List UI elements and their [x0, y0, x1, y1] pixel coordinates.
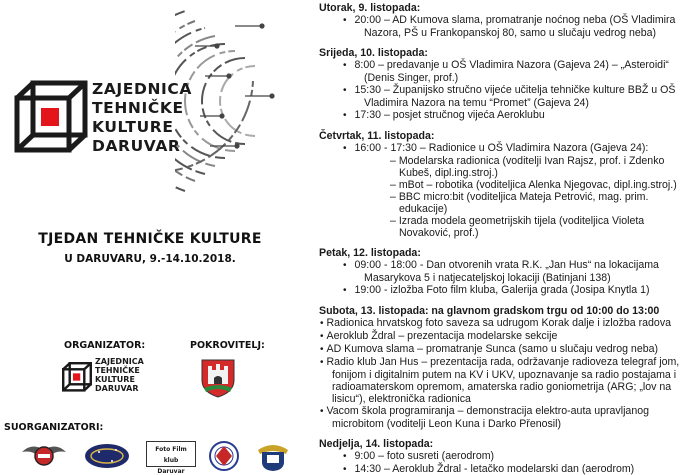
- org-title-line: TEHNIČKE: [92, 99, 184, 117]
- winged-club-logo-icon: [20, 440, 68, 470]
- sponsor-label: POKROVITELJ:: [190, 340, 265, 351]
- item-text: 19:00 - izložba Foto film kluba, Galerija grada (Josipa Knytla 1): [354, 284, 650, 296]
- organizer-label: ORGANIZATOR:: [64, 340, 146, 351]
- organizer-logo-line: DARUVAR: [95, 384, 139, 393]
- schedule-item: [319, 84, 697, 109]
- item-text: 17:30 – posjet stručnog vijeća Aeroklubu: [354, 109, 545, 121]
- organizer-logo-line: TEHNIČKE: [95, 366, 140, 375]
- organizer-cube-icon: [62, 362, 92, 392]
- workshop-subitem: – Modelarska radionica (voditelji Ivan Rajsz, prof. i Zdenko Kubeš, dipl.ing.stroj.): [390, 155, 665, 179]
- schedule-item: [319, 142, 697, 155]
- cube-logo-icon: [14, 80, 88, 154]
- kumova-slama-logo-icon: [84, 443, 130, 469]
- item-text: 09:00 - 18:00 - Dan otvorenih vrata R.K. „Jan Hus“ na lokacijama Masarykova 5 i natjecateljskoj lokaciji (Batinjani 138): [354, 259, 659, 284]
- schedule-day: [319, 2, 697, 39]
- day-heading: Nedjelja, 14. listopada:: [319, 438, 434, 450]
- schedule-day: [319, 438, 697, 475]
- schedule-day: [319, 130, 697, 239]
- organizer-logo-line: KULTURE: [95, 375, 135, 384]
- aeroclub-logo-icon: [256, 440, 290, 472]
- schedule-day: [319, 305, 697, 430]
- organizer-logo-text: [95, 357, 144, 393]
- schedule-item: [319, 59, 697, 84]
- item-text: 15:30 – Županijsko stručno vijeće učitelja tehničke kulture BBŽ u OŠ Vladimira Nazora na temu “Promet” (Gajeva 24): [354, 84, 676, 109]
- schedule-item: • AD Kumova slama – promatranje Sunca (samo u slučaju vedrog neba): [319, 343, 697, 356]
- event-dates: U DARUVARU, 9.-14.10.2018.: [64, 253, 236, 265]
- schedule-day: [319, 47, 697, 122]
- item-text: 20:00 – AD Kumova slama, promatranje noćnog neba (OŠ Vladimira Nazora, PŠ u Frankopanskoj 80, samo u slučaju vedrog neba): [354, 14, 676, 39]
- organization-title: [92, 80, 212, 156]
- org-title-line: ZAJEDNICA: [92, 80, 192, 98]
- item-text: 8:00 – predavanje u OŠ Vladimira Nazora (Gajeva 24) – „Asteroidi“ (Denis Singer, prof.): [354, 59, 669, 84]
- schedule-item: • Aeroklub Ždral – prezentacija modelarske sekcije: [319, 330, 697, 343]
- event-title: TJEDAN TEHNIČKE KULTURE: [38, 231, 262, 247]
- schedule-item: • Vacom škola programiranja – demonstracija elektro-auta upravljanog microbitom (voditelji Leon Kuna i Darko Přenosil): [319, 405, 697, 430]
- item-text: 14:30 – Aeroklub Ždral - letačko modelarski dan (aerodrom): [354, 463, 635, 475]
- org-title-line: DARUVAR: [92, 137, 181, 155]
- radio-club-logo-icon: [208, 440, 240, 472]
- schedule-item: [319, 109, 697, 122]
- item-text: 9:00 – foto susreti (aerodrom): [354, 450, 495, 462]
- schedule-day: [319, 247, 697, 297]
- foto-film-klub-logo: [146, 441, 196, 475]
- day-heading: Petak, 12. listopada:: [319, 247, 421, 259]
- day-heading: Utorak, 9. listopada:: [319, 2, 421, 14]
- workshop-subitem: – BBC micro:bit (voditeljica Mateja Petrović, mag. prim. edukacije): [390, 191, 649, 215]
- co-organizers-label: SUORGANIZATORI:: [4, 422, 104, 433]
- organizer-logo-line: ZAJEDNICA: [95, 357, 144, 366]
- org-title-line: KULTURE: [92, 118, 174, 136]
- item-text: 16:00 - 17:30 – Radionice u OŠ Vladimira Nazora (Gajeva 24):: [354, 142, 649, 154]
- schedule-panel: [319, 2, 697, 475]
- coat-of-arms-icon: [200, 358, 236, 398]
- film-club-line: Foto Film klub: [155, 446, 187, 464]
- schedule-item: • Radio klub Jan Hus – prezentacija rada, održavanje radioveza telegraf jom, fonijom i digitalnim putem na KV i UKV, upoznavanje sa radio postajama i radioamaterskom opremom, amaterska radio goniometrija (ARG; „lov na lisicu“), elektronička radionica: [319, 356, 697, 405]
- schedule-item: • Radionica hrvatskog foto saveza sa udrugom Korak dalje i izložba radova: [319, 317, 697, 330]
- schedule-item: [319, 14, 697, 39]
- workshop-subitem: – mBot – robotika (voditeljica Alenka Njegovac, dipl.ing.stroj.): [390, 179, 677, 191]
- film-club-line: Daruvar: [157, 468, 185, 475]
- day-heading: Srijeda, 10. listopada:: [319, 47, 428, 59]
- schedule-item: [319, 463, 697, 475]
- schedule-item: [319, 259, 697, 284]
- left-panel: [0, 0, 300, 475]
- day-heading: Subota, 13. listopada: na glavnom gradskom trgu od 10:00 do 13:00: [319, 305, 660, 317]
- day-heading: Četvrtak, 11. listopada:: [319, 130, 435, 142]
- schedule-item: [319, 284, 697, 297]
- schedule-item: [319, 450, 697, 463]
- workshop-subitem: – Izrada modela geometrijskih tijela (voditeljica Violeta Novaković, prof.): [390, 215, 645, 239]
